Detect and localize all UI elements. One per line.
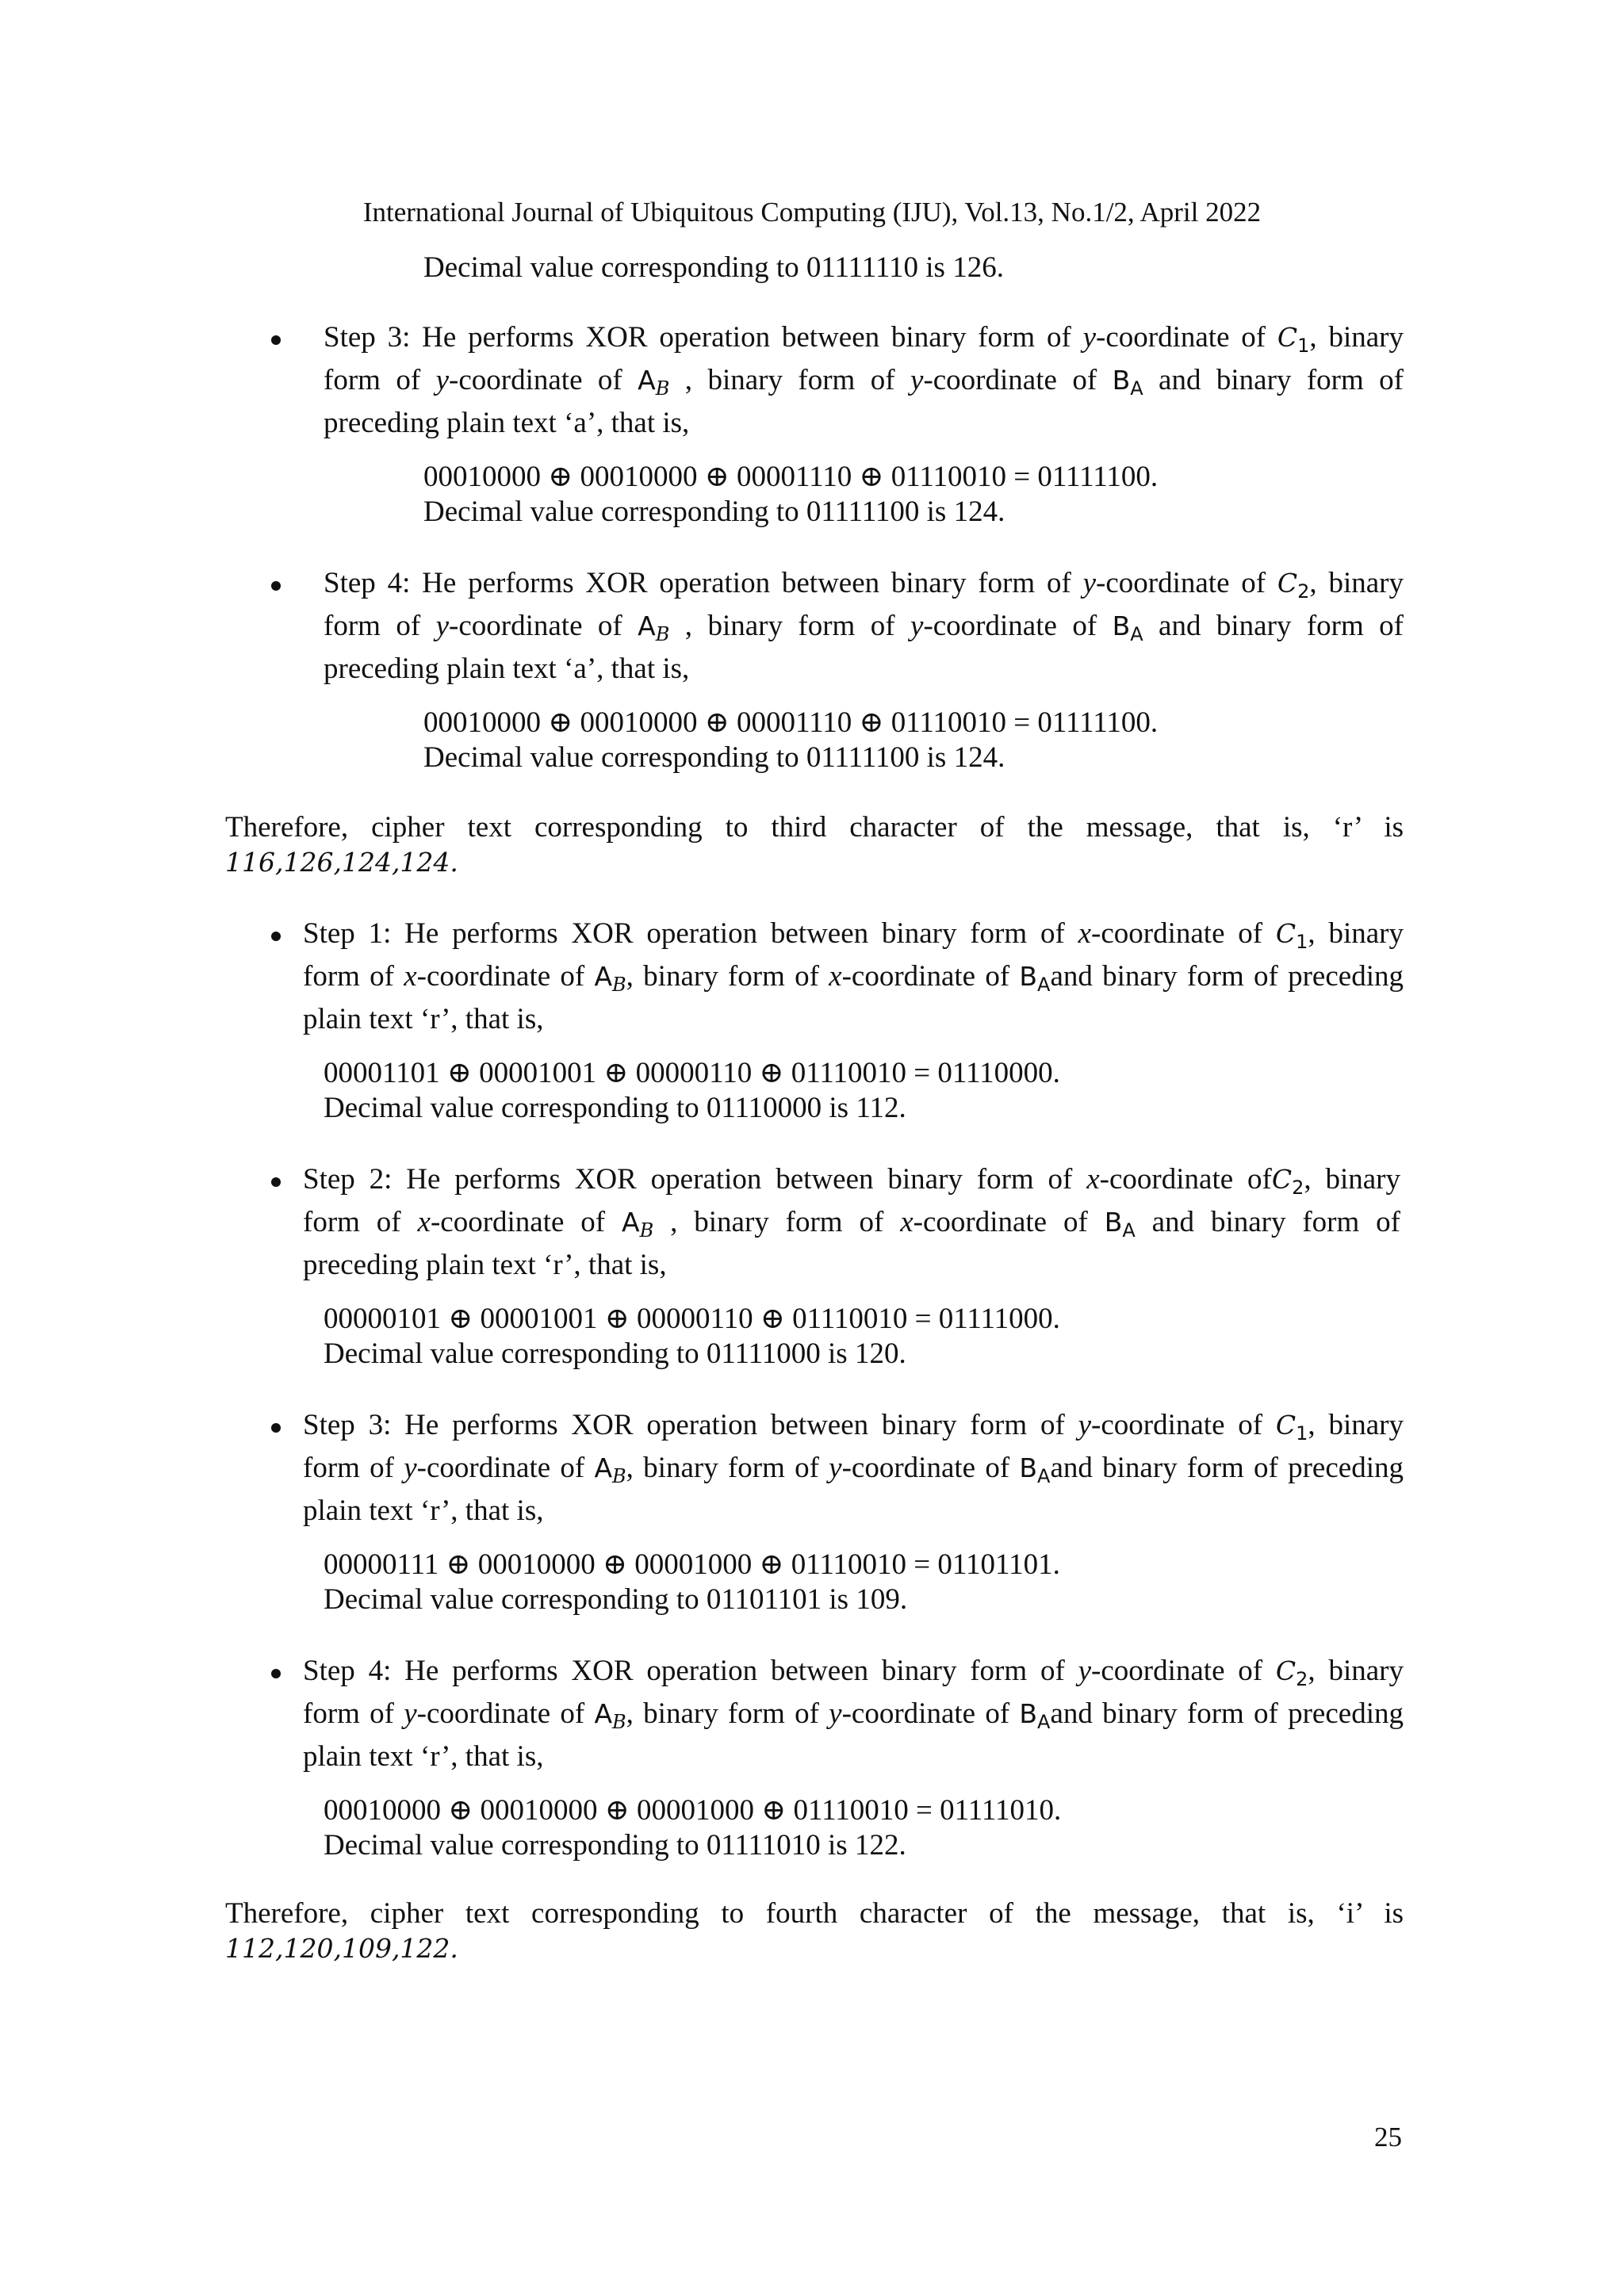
step4-paragraph-a: Step 4: He performs XOR operation between binary form of y-coordinate of $C_2$, binary form of y-coordinate of AB , binary form of y-coordinate of $B_A$ and binary form of preceding plain text ‘a’, that is, [324,567,1404,685]
step3-paragraph-a: Step 3: He performs XOR operation between binary form of y-coordinate of $C_1$, binary form of y-coordinate of AB , binary form of y-coordinate of $B_A$ and binary form of preceding plain text ‘a’, that is, [324,321,1404,439]
step4-paragraph-r: Step 4: He performs XOR operation between binary form of y-coordinate of $C_2$, binary form of y-coordinate of AB, binary form of y-coordinate of $B_Aand$ binary form of preceding plain text ‘r’, that is, [303,1655,1404,1773]
xor-equation: 00010000 ⊕ 00010000 ⊕ 00001000 ⊕ 01110010 = 01111010. [324,1794,1062,1827]
bullet-icon [271,1669,281,1678]
conclusion-third-character: Therefore, cipher text corresponding to third character of the message, that is, ‘r’ is 116,126,124,124. [225,810,1404,880]
step2-paragraph-r: Step 2: He performs XOR operation between binary form of x-coordinate ofC$_2$, binary form of x-coordinate of AB , binary form of x-coordinate of $B_A$ and binary form of preceding plain text ‘r’, that is, [303,1163,1400,1281]
xor-equation: 00010000 ⊕ 00010000 ⊕ 00001110 ⊕ 01110010 = 01111100. [423,461,1159,493]
decimal-line-126: Decimal value corresponding to 01111110 is 126. [423,251,1004,284]
decimal-line: Decimal value corresponding to 01111010 is 122. [324,1829,906,1862]
bullet-icon [271,581,281,591]
page-number: 25 [1374,2122,1402,2152]
decimal-line: Decimal value corresponding to 01110000 is 112. [324,1092,906,1124]
decimal-line: Decimal value corresponding to 01111000 is 120. [324,1337,906,1370]
preceding-plain-text-r: preceding plain text ‘r’, that is, [303,1249,667,1281]
plain-text-r: plain text ‘r’, that is, [303,1740,544,1773]
xor-equation: 00000101 ⊕ 00001001 ⊕ 00000110 ⊕ 01110010 = 01111000. [324,1303,1060,1335]
journal-header: International Journal of Ubiquitous Computing (IJU), Vol.13, No.1/2, April 2022 [362,197,1262,228]
conclusion-fourth-character: Therefore, cipher text corresponding to fourth character of the message, that is, ‘i’ is 112,120,109,122. [225,1896,1404,1966]
decimal-line: Decimal value corresponding to 01111100 is 124. [423,741,1005,774]
decimal-line: Decimal value corresponding to 01101101 is 109. [324,1583,908,1616]
xor-equation: 00010000 ⊕ 00010000 ⊕ 00001110 ⊕ 01110010 = 01111100. [423,706,1159,739]
bullet-icon [271,932,281,941]
plain-text-a: preceding plain text ‘a’, that is, [324,652,690,685]
step3-paragraph-r: Step 3: He performs XOR operation between binary form of y-coordinate of $C_1$, binary form of y-coordinate of AB, binary form of y-coordinate of $B_Aand$ binary form of preceding plain text ‘r’, that is, [303,1409,1404,1527]
step1-paragraph-r: Step 1: He performs XOR operation between binary form of x-coordinate of $C_1$, binary form of x-coordinate of AB, binary form of x-coordinate of $B_Aand$ binary form of preceding plain text ‘r’, that is, [303,917,1404,1035]
xor-equation: 00000111 ⊕ 00010000 ⊕ 00001000 ⊕ 01110010 = 01101101. [324,1548,1060,1581]
cipher-values-i: 112,120,109,122. [225,1933,458,1964]
decimal-line: Decimal value corresponding to 01111100 is 124. [423,496,1005,528]
plain-text-r: plain text ‘r’, that is, [303,1494,544,1527]
xor-equation: 00001101 ⊕ 00001001 ⊕ 00000110 ⊕ 01110010 = 01110000. [324,1057,1060,1089]
plain-text-r: plain text ‘r’, that is, [303,1003,544,1035]
plain-text-a: preceding plain text ‘a’, that is, [324,407,690,439]
cipher-values-r: 116,126,124,124. [225,847,458,878]
bullet-icon [271,1177,281,1187]
bullet-icon [271,1423,281,1433]
bullet-icon [271,335,281,345]
